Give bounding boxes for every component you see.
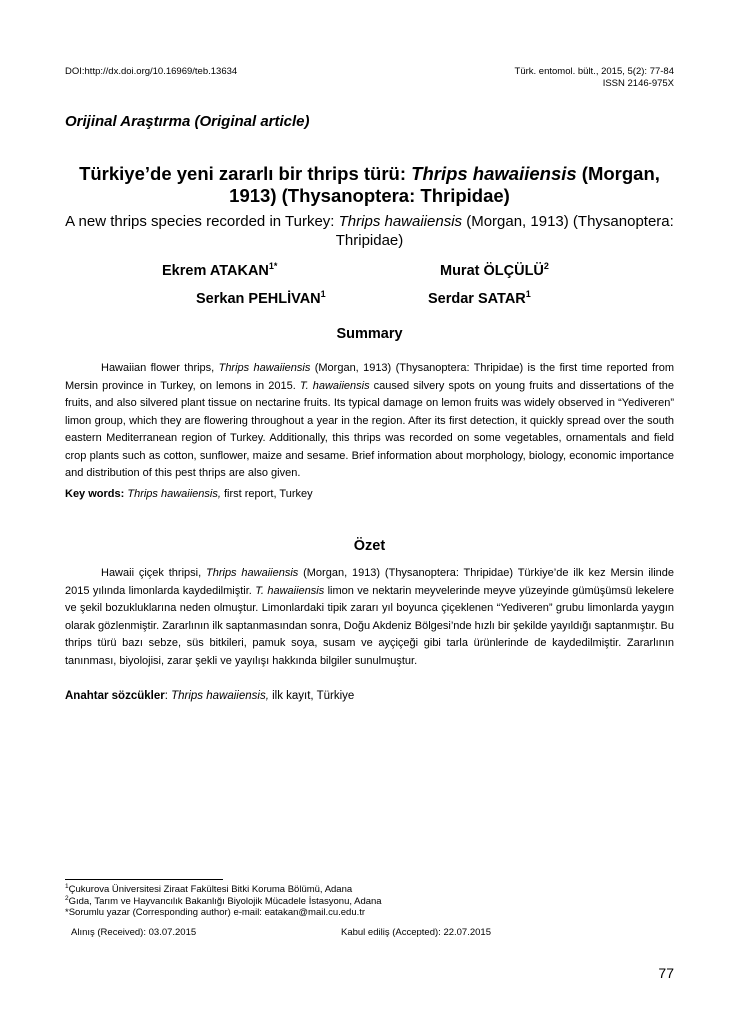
corresponding-author: *Sorumlu yazar (Corresponding author) e-mail: eatakan@mail.cu.edu.tr: [65, 907, 366, 918]
doi-line: DOI:http://dx.doi.org/10.16969/teb.13634: [65, 66, 238, 77]
title-turkish: [65, 163, 674, 207]
received-date: Alınış (Received): 03.07.2015: [71, 927, 197, 938]
affiliation-text: Çukurova Üniversitesi Ziraat Fakültesi Bitki Koruma Bölümü, Adana: [68, 884, 353, 895]
author-name: Murat ÖLÇÜLÜ: [440, 263, 544, 279]
title-tr-species: Thrips hawaiiensis: [411, 163, 577, 184]
keywords-rest: ilk kayıt, Türkiye: [268, 690, 355, 702]
keywords-label: Key words:: [65, 488, 125, 500]
keywords-line: [65, 488, 313, 500]
text-run: Hawaii çiçek thripsi,: [101, 567, 206, 579]
author-name: Serkan PEHLİVAN: [196, 291, 321, 307]
keywords-colon: :: [164, 690, 172, 702]
text-run: Hawaiian flower thrips,: [101, 362, 219, 374]
title-en-species: Thrips hawaiiensis: [338, 213, 463, 230]
species-name: T. hawaiiensis: [299, 379, 370, 392]
text-run: caused silvery spots on young fruits and dissertations of the fruits, and also silvered plant tissue on nectarine fruits. Its typical damage on lemon fruits was widely observed in “Yediveren” limon group, which they are flowering throughout a year in the region. After its first detection, it quickly spread over the south eastern Mediterranean region of Turkey. Additionally, this thrips was recorded on some vegetables, ornamentals and field crop plants such as cotton, sunflower, maize and sesame. Brief information about morphology, biology, economic importance and distribution of this pest thrips are also given.: [65, 379, 674, 479]
title-en-before: A new thrips species recorded in Turkey:: [65, 213, 339, 230]
footnote-separator: [65, 879, 223, 880]
summary-paragraph: [65, 360, 674, 483]
ozet-heading: Özet: [353, 538, 386, 554]
title-english: [65, 212, 674, 250]
title-tr-before: Türkiye’de yeni zararlı bir thrips türü:: [79, 163, 412, 184]
keywords-label: Anahtar sözcükler: [65, 690, 165, 702]
author-3: [196, 291, 326, 307]
issn: ISSN 2146-975X: [602, 78, 674, 89]
affiliation-1: [65, 884, 382, 896]
page-number: 77: [658, 965, 674, 981]
text-run: (Morgan, 1913) (Thysanoptera: Thripidae) Türkiye’de ilk kez Mersin ilinde 2015 yılında limonlarda kaydedilmiştir.: [65, 567, 675, 597]
anahtar-keywords-line: [65, 690, 354, 702]
affiliation-text: Gıda, Tarım ve Hayvancılık Bakanlığı Biyolojik Mücadele İstasyonu, Adana: [68, 895, 382, 907]
species-name: Thrips hawaiiensis: [218, 362, 311, 374]
author-2: [440, 263, 549, 279]
ozet-paragraph: [65, 565, 674, 670]
species-name: Thrips hawaiiensis: [206, 567, 299, 579]
footnotes: [65, 884, 382, 919]
article-type: Orijinal Araştırma (Original article): [65, 113, 310, 130]
author-affiliation-mark: 1: [525, 289, 531, 299]
keywords-species: Thrips hawaiiensis,: [171, 690, 269, 702]
accepted-date: Kabul ediliş (Accepted): 22.07.2015: [341, 927, 491, 938]
author-affiliation-mark: 1*: [268, 261, 278, 271]
author-name: Serdar SATAR: [428, 291, 526, 307]
text-run: (Morgan, 1913) (Thysanoptera: Thripidae) is the first time reported from Mersin province in Turkey, on lemons in 2015.: [65, 362, 674, 392]
summary-heading: Summary: [336, 326, 403, 342]
journal-citation: [515, 66, 674, 90]
author-affiliation-mark: 1: [320, 289, 326, 299]
author-1: [162, 263, 277, 279]
affiliation-2: [65, 896, 382, 908]
author-name: Ekrem ATAKAN: [162, 263, 269, 279]
title-tr-after: (Morgan, 1913) (Thysanoptera: Thripidae): [229, 163, 660, 206]
author-4: [428, 291, 531, 307]
author-affiliation-mark: 2: [543, 261, 549, 271]
keywords-species: Thrips hawaiiensis,: [127, 488, 221, 500]
keywords-rest: first report, Turkey: [220, 488, 313, 500]
text-run: limon ve nektarin meyvelerinde meyve yüzeyinde gümüşümsü lekelere ve şekil bozukluklarına neden olmuştur. Limonlardaki tipik zararı yıl boyunca çiçeklenen “Yediveren” grubu limonlarda yaygın olarak gözlenmiştir. Zararlının ilk saptanmasından sonra, Doğu Akdeniz Bölgesi’nde hızlı bir şekilde yayıldığı saptanmıştır. Bu thrips türü bazı sebze, süs bitkileri, pamuk soya, susam ve ayçiçeği gibi tarla ürünlerinde de kaydedilmiştir. Zararlının tanınması, biyolojisi, zarar şekli ve yayılışı hakkında bilgiler sunulmuştur.: [65, 584, 675, 667]
title-en-after: (Morgan, 1913) (Thysanoptera: Thripidae): [335, 213, 674, 249]
journal-info: Türk. entomol. bült., 2015, 5(2): 77-84: [514, 66, 674, 77]
footnote-mark: 1: [65, 883, 69, 890]
footnote-mark: 2: [65, 894, 69, 902]
species-name: T. hawaiiensis: [255, 584, 325, 597]
